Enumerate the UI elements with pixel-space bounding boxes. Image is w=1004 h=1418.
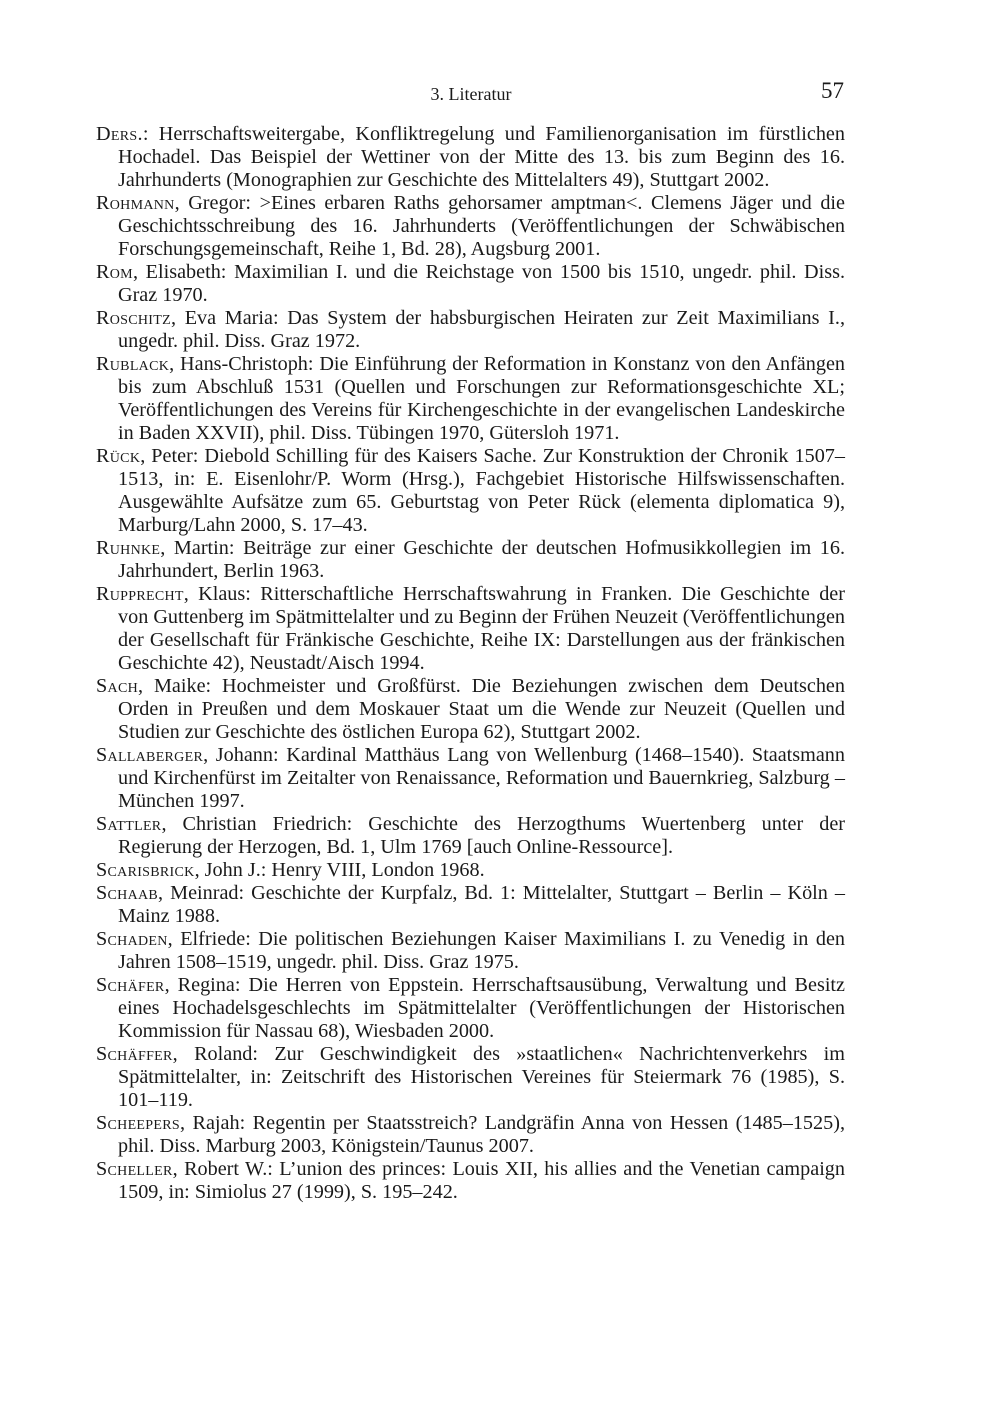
entry-text: , Roland: Zur Geschwindigkeit des »staatlichen« Nachrichtenverkehrs im Spätmittelalter, in: Zeitschrift des Historischen Vereines für Steiermark 76 (1985), S. 101–119. <box>118 1043 845 1111</box>
entry-author: Schaab <box>96 882 159 904</box>
bibliography-entry <box>96 928 845 974</box>
entry-text: , Elisabeth: Maximilian I. und die Reichstage von 1500 bis 1510, ungedr. phil. Diss. Graz 1970. <box>118 261 845 306</box>
bibliography-entry <box>96 192 845 261</box>
running-head: 3. Literatur <box>430 84 512 104</box>
bibliography-entry <box>96 261 845 307</box>
entry-text: , Regina: Die Herren von Eppstein. Herrschaftsausübung, Verwaltung und Besitz eines Hochadelsgeschlechts im Spätmittelalter (Veröffentlichungen der Historischen Kommission für Nassau 68), Wiesbaden 2000. <box>118 974 845 1042</box>
entry-author: Sallaberger <box>96 744 204 766</box>
entry-text: , Rajah: Regentin per Staatsstreich? Landgräfin Anna von Hessen (1485–1525), phil. Diss. Marburg 2003, Königstein/Taunus 2007. <box>118 1112 845 1157</box>
bibliography-entry <box>96 859 845 882</box>
entry-author: Rom <box>96 261 133 283</box>
entry-text: , Klaus: Ritterschaftliche Herrschaftswahrung in Franken. Die Geschichte der von Guttenberg im Spätmittelalter und zu Beginn der Frühen Neuzeit (Veröffentlichungen der Gesellschaft für Fränkische Geschichte, Reihe IX: Darstellungen aus der fränkischen Geschichte 42), Neustadt/Aisch 1994. <box>118 583 845 674</box>
bibliography-entry <box>96 882 845 928</box>
entry-text: , Eva Maria: Das System der habsburgischen Heiraten zur Zeit Maximilians I., ungedr. phil. Diss. Graz 1972. <box>118 307 845 352</box>
entry-text: , John J.: Henry VIII, London 1968. <box>194 859 485 881</box>
entry-author: Sattler <box>96 813 162 835</box>
bibliography-entry <box>96 537 845 583</box>
entry-text: , Maike: Hochmeister und Großfürst. Die Beziehungen zwischen dem Deutschen Orden in Preußen und dem Moskauer Staat um die Wende zur Neuzeit (Quellen und Studien zur Geschichte des östlichen Europa 62), Stuttgart 2002. <box>118 675 845 743</box>
bibliography-entry <box>96 123 845 192</box>
entry-author: Rublack <box>96 353 170 375</box>
bibliography-list <box>96 123 845 1204</box>
entry-text: , Christian Friedrich: Geschichte des Herzogthums Wuertenberg unter der Regierung der Herzogen, Bd. 1, Ulm 1769 [auch Online-Ressource]. <box>118 813 845 858</box>
entry-text: : Herrschaftsweitergabe, Konfliktregelung und Familienorganisation im fürstlichen Hochadel. Das Beispiel der Wettiner von der Mitte des 13. bis zum Beginn des 16. Jahrhunderts (Monographien zur Geschichte des Mittelalters 49), Stuttgart 2002. <box>118 123 845 191</box>
bibliography-entry <box>96 1112 845 1158</box>
page-number: 57 <box>821 78 844 103</box>
entry-text: , Johann: Kardinal Matthäus Lang von Wellenburg (1468–1540). Staatsmann und Kirchenfürst im Zeitalter von Renaissance, Reformation und Bauernkrieg, Salzburg – München 1997. <box>118 744 845 812</box>
entry-text: , Peter: Diebold Schilling für des Kaisers Sache. Zur Konstruktion der Chronik 1507–1513, in: E. Eisenlohr/P. Worm (Hrsg.), Fachgebiet Historische Hilfswissenschaften. Ausgewählte Aufsätze zum 65. Geburtstag von Peter Rück (elementa diplomatica 9), Marburg/Lahn 2000, S. 17–43. <box>118 445 845 536</box>
entry-author: Rück <box>96 445 141 467</box>
bibliography-entry <box>96 1158 845 1204</box>
entry-author: Sach <box>96 675 138 697</box>
bibliography-entry <box>96 353 845 445</box>
entry-text: , Meinrad: Geschichte der Kurpfalz, Bd. 1: Mittelalter, Stuttgart – Berlin – Köln – Mainz 1988. <box>118 882 845 927</box>
bibliography-entry <box>96 744 845 813</box>
entry-author: Ders. <box>96 123 143 145</box>
entry-author: Scheepers <box>96 1112 180 1134</box>
bibliography-entry <box>96 445 845 537</box>
entry-author: Roschitz <box>96 307 171 329</box>
entry-author: Rohmann <box>96 192 175 214</box>
bibliography-entry <box>96 307 845 353</box>
bibliography-entry <box>96 1043 845 1112</box>
entry-author: Ruhnke <box>96 537 161 559</box>
page-header <box>96 78 846 108</box>
entry-author: Schäffer <box>96 1043 173 1065</box>
bibliography-entry <box>96 974 845 1043</box>
entry-author: Schaden <box>96 928 168 950</box>
entry-author: Schäfer <box>96 974 165 996</box>
entry-text: , Martin: Beiträge zur einer Geschichte der deutschen Hofmusikkollegien im 16. Jahrhundert, Berlin 1963. <box>118 537 845 582</box>
entry-text: , Gregor: >Eines erbaren Raths gehorsamer amptman<. Clemens Jäger und die Geschichtsschreibung des 16. Jahrhunderts (Veröffentlichungen der Schwäbischen Forschungsgemeinschaft, Reihe 1, Bd. 28), Augsburg 2001. <box>118 192 845 260</box>
entry-author: Scheller <box>96 1158 173 1180</box>
bibliography-entry <box>96 813 845 859</box>
bibliography-entry <box>96 675 845 744</box>
bibliography-entry <box>96 583 845 675</box>
entry-text: , Elfriede: Die politischen Beziehungen Kaiser Maximilians I. zu Venedig in den Jahren 1508–1519, ungedr. phil. Diss. Graz 1975. <box>118 928 845 973</box>
entry-text: , Robert W.: L’union des princes: Louis XII, his allies and the Venetian campaign 1509, in: Simiolus 27 (1999), S. 195–242. <box>118 1158 845 1203</box>
entry-author: Rupprecht <box>96 583 184 605</box>
entry-text: , Hans-Christoph: Die Einführung der Reformation in Konstanz von den Anfängen bis zum Abschluß 1531 (Quellen und Forschungen zur Reformationsgeschichte XL; Veröffentlichungen des Vereins für Kirchengeschichte in der evangelischen Landeskirche in Baden XXVII), phil. Diss. Tübingen 1970, Gütersloh 1971. <box>118 353 845 444</box>
entry-author: Scarisbrick <box>96 859 195 881</box>
